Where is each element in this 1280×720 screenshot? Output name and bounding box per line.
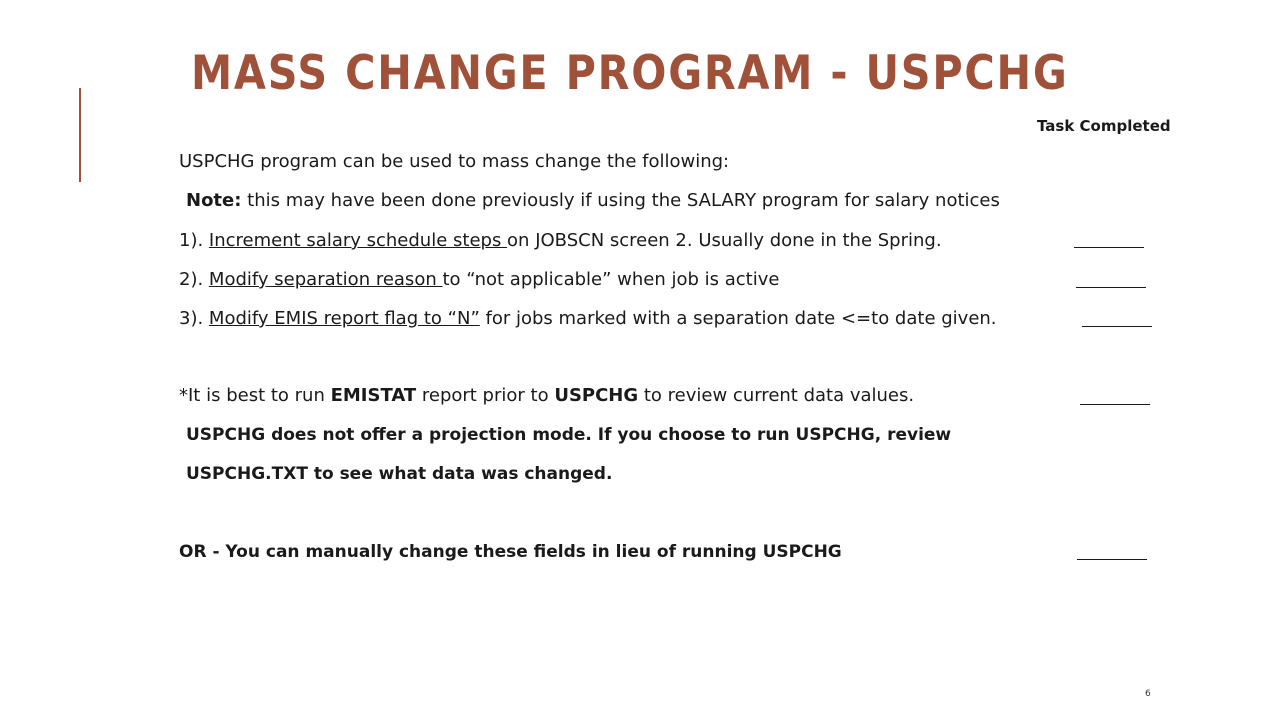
item-underlined-text: Increment salary schedule steps: [208, 230, 508, 251]
tip-text: to review current data values.: [638, 385, 915, 406]
tip-text: *It is best to run: [179, 385, 331, 406]
list-item-1: [179, 229, 942, 253]
checkoff-blank: [1077, 559, 1147, 560]
intro-line: USPCHG program can be used to mass change the following:: [179, 151, 730, 172]
item-underlined-text: Modify separation reason: [208, 269, 443, 290]
tip-program-name: USPCHG: [554, 385, 639, 406]
slide-title: MASS CHANGE PROGRAM - USPCHG: [191, 46, 1069, 101]
item-number: 1).: [179, 230, 209, 251]
note-text: this may have been done previously if using the SALARY program for salary notices: [241, 190, 1000, 211]
tip-text: report prior to: [416, 385, 555, 406]
warning-line-1: USPCHG does not offer a projection mode. If you choose to run USPCHG, review: [186, 425, 952, 445]
checkoff-blank: [1080, 404, 1150, 405]
page-number: 6: [1145, 689, 1151, 699]
tip-line: [179, 384, 914, 408]
item-text: to “not applicable” when job is active: [442, 269, 780, 290]
alternative-line: OR - You can manually change these fields in lieu of running USPCHG: [179, 542, 842, 562]
accent-bar: [79, 88, 81, 182]
item-number: 3).: [179, 308, 209, 329]
note-label: Note:: [186, 190, 242, 211]
item-text: on JOBSCN screen 2. Usually done in the Spring.: [507, 230, 942, 251]
warning-line-2: USPCHG.TXT to see what data was changed.: [186, 464, 613, 484]
checkoff-blank: [1074, 247, 1144, 248]
list-item-3: [179, 307, 997, 331]
note-line: [186, 189, 1000, 213]
item-text: for jobs marked with a separation date <=to date given.: [479, 308, 997, 329]
list-item-2: [179, 268, 779, 292]
item-underlined-text: Modify EMIS report flag to “N”: [208, 308, 480, 329]
checkoff-blank: [1076, 287, 1146, 288]
tip-report-name: EMISTAT: [330, 385, 417, 406]
task-completed-header: Task Completed: [1037, 117, 1171, 135]
item-number: 2).: [179, 269, 209, 290]
checkoff-blank: [1082, 326, 1152, 327]
